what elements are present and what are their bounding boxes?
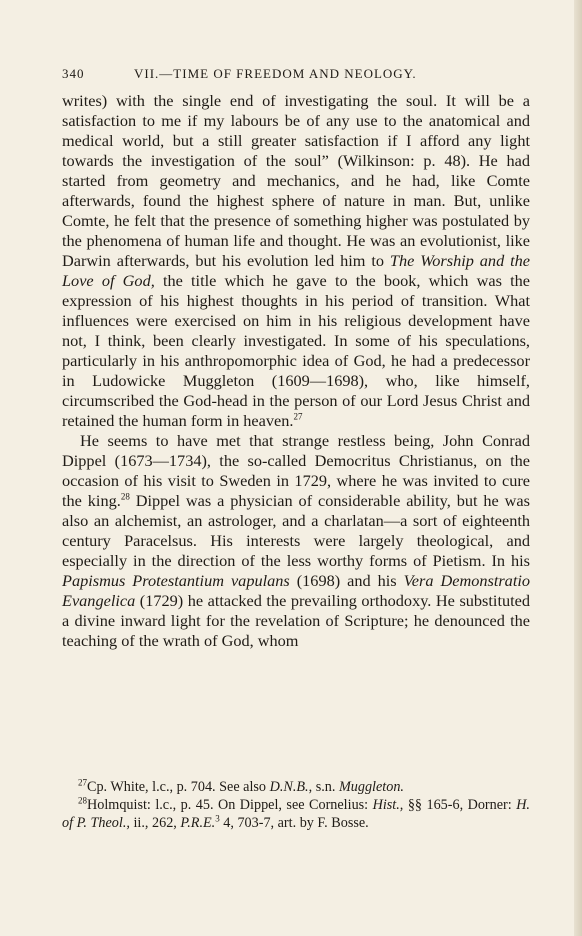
book-title-papismus: Papismus Protestantium vapulans <box>62 571 290 590</box>
footnotes <box>62 778 530 832</box>
footnote-28-text-c: ii., 262, <box>129 815 181 831</box>
footnote-27-italic-b: Muggleton. <box>338 779 404 795</box>
footnote-ref-28: 28 <box>120 491 130 502</box>
paragraph-1-text-b: the title which he gave to the book, which was the expression of his highest thoughts in his period of transition. What influences were exercised on him in his religious development have not, I think, been clearly investigated. In some of his speculations, particularly in his anthropomorphic idea of God, he had a predecessor in Ludowicke Muggleton (1609—1698), who, like himself, circumscribed the God-head in the person of our Lord Jesus Christ and retained the human form in heaven. <box>62 271 531 430</box>
paragraph-2-text-d: (1729) he attacked the prevailing orthodoxy. He substituted a divine inward light for the revelation of Scripture; he denounced the teaching of the wrath of God, whom <box>62 591 530 650</box>
paragraph-2-text-b: Dippel was a physician of considerable ability, but he was also an alchemist, an astrologer, and a charlatan—a sort of eighteenth century Paracelsus. His interests were largely theological, and especially in the direction of the less worthy forms of Pietism. In his <box>62 491 530 570</box>
paragraph-2-text-a: He seems to have met that strange restless being, John Conrad Dippel (1673—1734), the so-called Democritus Christianus, on the occasion of his visit to Sweden in 1729, where he was invited to cure the king. <box>62 431 530 510</box>
paragraph-2-text-c: (1698) and his <box>289 571 404 590</box>
footnote-28-italic-a: Hist., <box>372 797 404 813</box>
paragraph-2 <box>62 431 530 651</box>
footnote-28-edition-superscript: 3 <box>215 813 220 824</box>
footnote-28-italic-b: H. of P. Theol., <box>62 797 530 831</box>
footnote-28-text-a: Holmquist: l.c., p. 45. On Dippel, see Cornelius: <box>87 797 373 813</box>
footnote-27-italic-a: D.N.B. <box>269 779 309 795</box>
footnote-28-italic-c: P.R.E. <box>180 815 216 831</box>
paragraph-1-text-a: writes) with the single end of investigating the soul. It will be a satisfaction to me if my labours be of any use to the anatomical and medical world, but a still greater satisfaction if I afford any light towards the investigation of the soul” (Wilkinson: p. 48). He had started from geometry and mechanics, and he had, like Comte afterwards, found the highest sphere of nature in man. But, unlike Comte, he felt that the presence of something higher was postulated by the phenomena of human life and thought. He was an evolutionist, like Darwin afterwards, but his evolution led him to <box>62 91 530 270</box>
footnote-28-text-d: 4, 703-7, art. by F. Bosse. <box>219 815 369 831</box>
body-text <box>62 91 530 651</box>
page-number: 340 <box>62 66 85 81</box>
footnote-28 <box>62 796 530 832</box>
footnote-28-number: 28 <box>78 795 87 806</box>
footnote-ref-27: 27 <box>293 411 303 422</box>
footnote-27-text-a: Cp. White, l.c., p. 704. See also <box>87 779 270 795</box>
footnote-27 <box>62 778 530 796</box>
footnote-27-number: 27 <box>78 777 87 788</box>
paragraph-1 <box>62 91 530 431</box>
page-edge <box>574 0 582 936</box>
page-header <box>62 66 530 86</box>
running-head: VII.—TIME OF FREEDOM AND NEOLOGY. <box>134 66 417 81</box>
book-title-vera-demonstratio: Vera Demonstratio Evangelica <box>62 571 531 610</box>
footnote-28-text-b: §§ 165-6, Dorner: <box>403 797 517 813</box>
book-title-worship-and-love-of-god: The Worship and the Love of God, <box>62 251 530 290</box>
footnote-27-text-b: , s.n. <box>308 779 339 795</box>
